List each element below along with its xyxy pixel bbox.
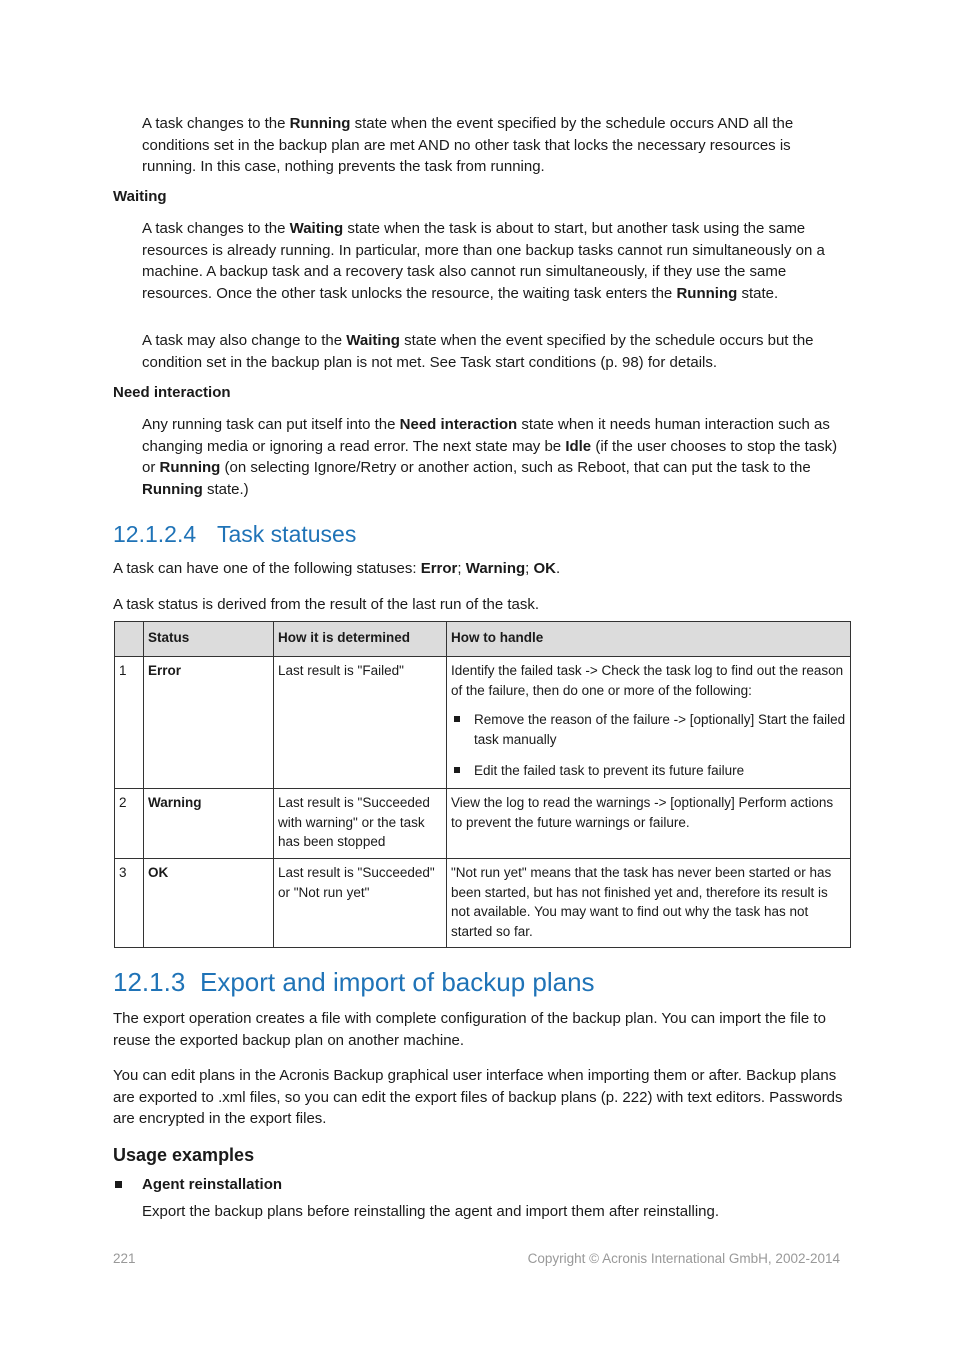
waiting-paragraph-1: A task changes to the Waiting state when the task is about to start, but another task using the same resources is already running. In particular, more than one backup tasks cannot run simultaneously on a machine. A backup task and a recovery task also cannot run simultaneously, if they use the same resources. Once the other task unlocks the resource, the waiting task enters the Running state. xyxy=(142,220,825,302)
status-cell: OK xyxy=(144,859,274,948)
determined-cell: Last result is "Succeeded" or "Not run yet" xyxy=(274,859,447,948)
statuses-intro: A task can have one of the following statuses: Error; Warning; OK. xyxy=(113,560,561,577)
row-number: 2 xyxy=(115,789,144,859)
row-number: 1 xyxy=(115,657,144,789)
need-interaction-paragraph: Any running task can put itself into the Need interaction state when it needs human interaction such as changing media or ignoring a read error. The next state may be Idle (if the user chooses to stop the task) or Running (on selecting Ignore/Retry or another action, such as Reboot, that can put the task to the Running state.) xyxy=(142,416,838,498)
export-paragraph-1: The export operation creates a file with complete configuration of the backup plan. You can import the file to reuse the exported backup plan on another machine. xyxy=(113,1010,826,1049)
waiting-term: Waiting xyxy=(113,188,167,205)
status-cell: Error xyxy=(144,657,274,789)
handle-cell xyxy=(447,657,851,789)
list-item: Edit the failed task to prevent its future failure xyxy=(451,761,846,781)
section-number: 12.1.3 xyxy=(113,967,186,997)
determined-cell: Last result is "Succeeded with warning" or the task has been stopped xyxy=(274,789,447,859)
section-number: 12.1.2.4 xyxy=(113,521,197,547)
square-bullet-icon xyxy=(454,767,460,773)
copyright: Copyright © Acronis International GmbH, 2002-2014 xyxy=(527,1251,840,1266)
usage-item-title: Agent reinstallation xyxy=(142,1176,283,1193)
task-status-table xyxy=(114,621,851,948)
usage-item-text: Export the backup plans before reinstalling the agent and import them after reinstalling. xyxy=(142,1203,720,1220)
determined-cell: Last result is "Failed" xyxy=(274,657,447,789)
page-number: 221 xyxy=(113,1251,136,1266)
row-number: 3 xyxy=(115,859,144,948)
table-row xyxy=(115,789,851,859)
handle-cell: View the log to read the warnings -> [optionally] Perform actions to prevent the future warnings or failure. xyxy=(447,789,851,859)
statuses-derived: A task status is derived from the result of the last run of the task. xyxy=(113,596,540,613)
task-statuses-heading xyxy=(113,521,356,548)
handle-list xyxy=(451,710,846,781)
handle-text: Identify the failed task -> Check the task log to find out the reason of the failure, then do one or more of the following: xyxy=(451,663,844,698)
export-paragraph-2: You can edit plans in the Acronis Backup graphical user interface when importing them or after. Backup plans are exported to .xml files, so you can edit the export files of backup plans (p. 222) with text editors. Passwords are encrypted in the export files. xyxy=(113,1067,843,1127)
status-cell: Warning xyxy=(144,789,274,859)
table-row xyxy=(115,859,851,948)
square-bullet-icon xyxy=(115,1181,122,1188)
table-header-row xyxy=(115,622,851,657)
list-item: Remove the reason of the failure -> [optionally] Start the failed task manually xyxy=(451,710,846,749)
square-bullet-icon xyxy=(454,716,460,722)
usage-examples-heading: Usage examples xyxy=(113,1145,255,1165)
handle-cell: "Not run yet" means that the task has never been started or has been started, but has not finished yet and, therefore its result is not available. You may want to find out why the task has not started so far. xyxy=(447,859,851,948)
table-row xyxy=(115,657,851,789)
section-title: Task statuses xyxy=(217,521,357,547)
section-title: Export and import of backup plans xyxy=(200,967,595,997)
header-cell-determined: How it is determined xyxy=(274,622,447,657)
header-cell-num xyxy=(115,622,144,657)
export-import-heading xyxy=(113,967,595,998)
header-cell-handle: How to handle xyxy=(447,622,851,657)
running-paragraph: A task changes to the Running state when the event specified by the schedule occurs AND all the conditions set in the backup plan are met AND no other task that locks the necessary resources is running. In this case, nothing prevents the task from running. xyxy=(142,115,794,175)
need-interaction-term: Need interaction xyxy=(113,384,231,401)
waiting-paragraph-2: A task may also change to the Waiting state when the event specified by the schedule occurs but the condition set in the backup plan is not met. See Task start conditions (p. 98) for details. xyxy=(142,332,814,371)
header-cell-status: Status xyxy=(144,622,274,657)
